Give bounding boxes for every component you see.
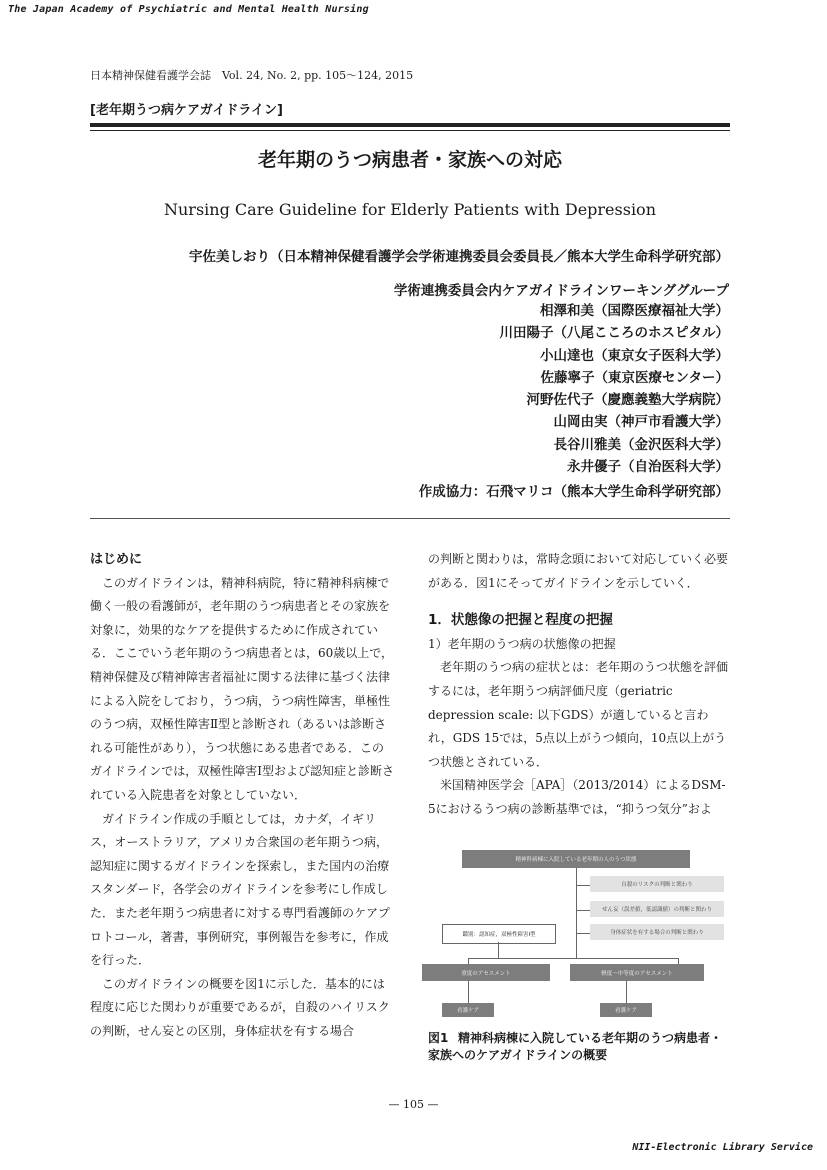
right-paragraph-continued: の判断と関わりは，常時念頭において対応していく必要がある．図1にそってガイドラインを示していく． — [428, 552, 729, 590]
figure-mild-box: 軽度～中等度のアセスメント — [570, 964, 704, 981]
member-list — [169, 300, 729, 478]
figure-side-item: せん妄（誤差値，低認識値）の判断と関わり — [590, 901, 724, 917]
repository-footer: NII-Electronic Library Service — [632, 1142, 813, 1153]
member-item: 山岡由実（神戸市看護大学） — [553, 414, 729, 431]
member-item: 相澤和美（国際医療福祉大学） — [540, 303, 729, 319]
figure-caption-number: 図1 — [428, 1031, 449, 1045]
section-label: [老年期うつ病ケアガイドライン] — [90, 103, 283, 118]
intro-paragraph-2: ガイドライン作成の手順としては，カナダ，イギリス，オーストラリア，アメリカ合衆国の老年期うつ病，認知症に関するガイドラインを探索し，また国内の治療スタンダード，各学会のガイドラインを参考にし作成した．また老年期うつ病患者に対する専門看護師のケアプロトコール，著書，事例研究，事例報告を参考に，作成を行った． — [90, 811, 391, 968]
figure-severe-box: 重度のアセスメント — [422, 964, 550, 981]
left-column — [90, 548, 395, 1043]
figure-care-box-right: 看護ケア — [600, 1003, 652, 1017]
figure-connector — [576, 910, 590, 911]
section-1-paragraph-2: 米国精神医学会［APA］（2013/2014）によるDSM-5におけるうつ病の診断基準では，“抑うつ気分”およ — [428, 778, 726, 816]
figure-connector — [626, 981, 627, 1003]
figure-diagnosis-box: 鑑別：認知症，双極性障害Ⅰ型 — [442, 924, 556, 944]
figure-caption — [428, 1030, 730, 1064]
figure-side-item: 自殺のリスクの判断と関わり — [590, 876, 724, 892]
intro-paragraph-3: このガイドラインの概要を図1に示した．基本的には程度に応じた関わりが重要であるが，自殺のハイリスクの判断，せん妄との区別，身体症状を有する場合 — [90, 976, 390, 1038]
member-item: 永井優子（自治医科大学） — [567, 459, 729, 476]
header-rule-thin — [90, 130, 730, 131]
member-item: 河野佐代子（慶應義塾大学病院） — [526, 392, 729, 409]
member-item: 川田陽子（八尾こころのホスピタル） — [499, 325, 729, 342]
figure-connector — [576, 868, 577, 958]
figure-care-box-left: 看護ケア — [442, 1003, 494, 1017]
article-title-en: Nursing Care Guideline for Elderly Patients with Depression — [164, 200, 656, 219]
journal-citation: 日本精神保健看護学会誌 Vol. 24, No. 2, pp. 105～124, 2015 — [90, 69, 414, 82]
figure-connector — [576, 885, 590, 886]
figure-connector — [576, 933, 590, 934]
cooperation-credit: 作成協力：石飛マリコ（熊本大学生命科学研究部） — [418, 484, 729, 500]
figure-connector — [468, 981, 469, 1003]
section-1-heading: 1．状態像の把握と程度の把握 — [428, 612, 613, 629]
figure-connector — [498, 942, 499, 958]
right-column — [428, 548, 730, 822]
figure-side-item: 身体症状を有する場合の判断と関わり — [590, 924, 724, 940]
figure-caption-text: 精神科病棟に入院している老年期のうつ病患者・家族へのケアガイドラインの概要 — [428, 1031, 723, 1062]
figure-connector — [468, 958, 678, 959]
page-number: — 105 — — [388, 1098, 439, 1111]
member-item: 長谷川雅美（金沢医科大学） — [553, 436, 729, 453]
section-1-paragraph-1: 老年期のうつ病の症状とは：老年期のうつ状態を評価するには，老年期うつ病評価尺度（geriatric depression scale: 以下GDS）が適していると言われ，GDS 15では，5点以上がうつ傾向，10点以上がうつ状態とされている． — [428, 660, 729, 769]
section-1-subheading: 1）老年期のうつ病の状態像の把握 — [428, 636, 616, 651]
header-rule-thick — [90, 123, 730, 127]
intro-paragraph-1: このガイドラインは，精神科病院，特に精神科病棟で働く一般の看護師が，老年期のうつ病患者とその家族を対象に，効果的なケアを提供するために作成されている．ここでいう老年期のうつ病患者とは，60歳以上で，精神保健及び精神障害者福祉に関する法律に基づく法律による入院をしており，うつ病，うつ病性障害，単極性のうつ病，双極性障害Ⅱ型と診断され（あるいは診断される可能性があり），うつ状態にある患者である．このガイドラインでは，双極性障害Ⅰ型および認知症と診断されている入院患者を対象としていない． — [90, 575, 395, 802]
figure-top-box: 精神科病棟に入院している老年期の人のうつ状態 — [462, 850, 690, 868]
member-item: 小山達也（東京女子医科大学） — [540, 347, 729, 364]
divider-rule — [90, 518, 730, 519]
working-group-title: 学術連携委員会内ケアガイドラインワーキンググループ — [393, 283, 729, 299]
member-item: 佐藤寧子（東京医療センター） — [540, 369, 729, 386]
intro-heading: はじめに — [90, 552, 143, 567]
figure-1-diagram — [420, 840, 730, 1025]
article-title-ja: 老年期のうつ病患者・家族への対応 — [257, 149, 562, 171]
lead-author: 宇佐美しおり（日本精神保健看護学会学術連携委員会委員長／熊本大学生命科学研究部） — [189, 249, 729, 265]
repository-header: The Japan Academy of Psychiatric and Mental Health Nursing — [8, 4, 369, 15]
